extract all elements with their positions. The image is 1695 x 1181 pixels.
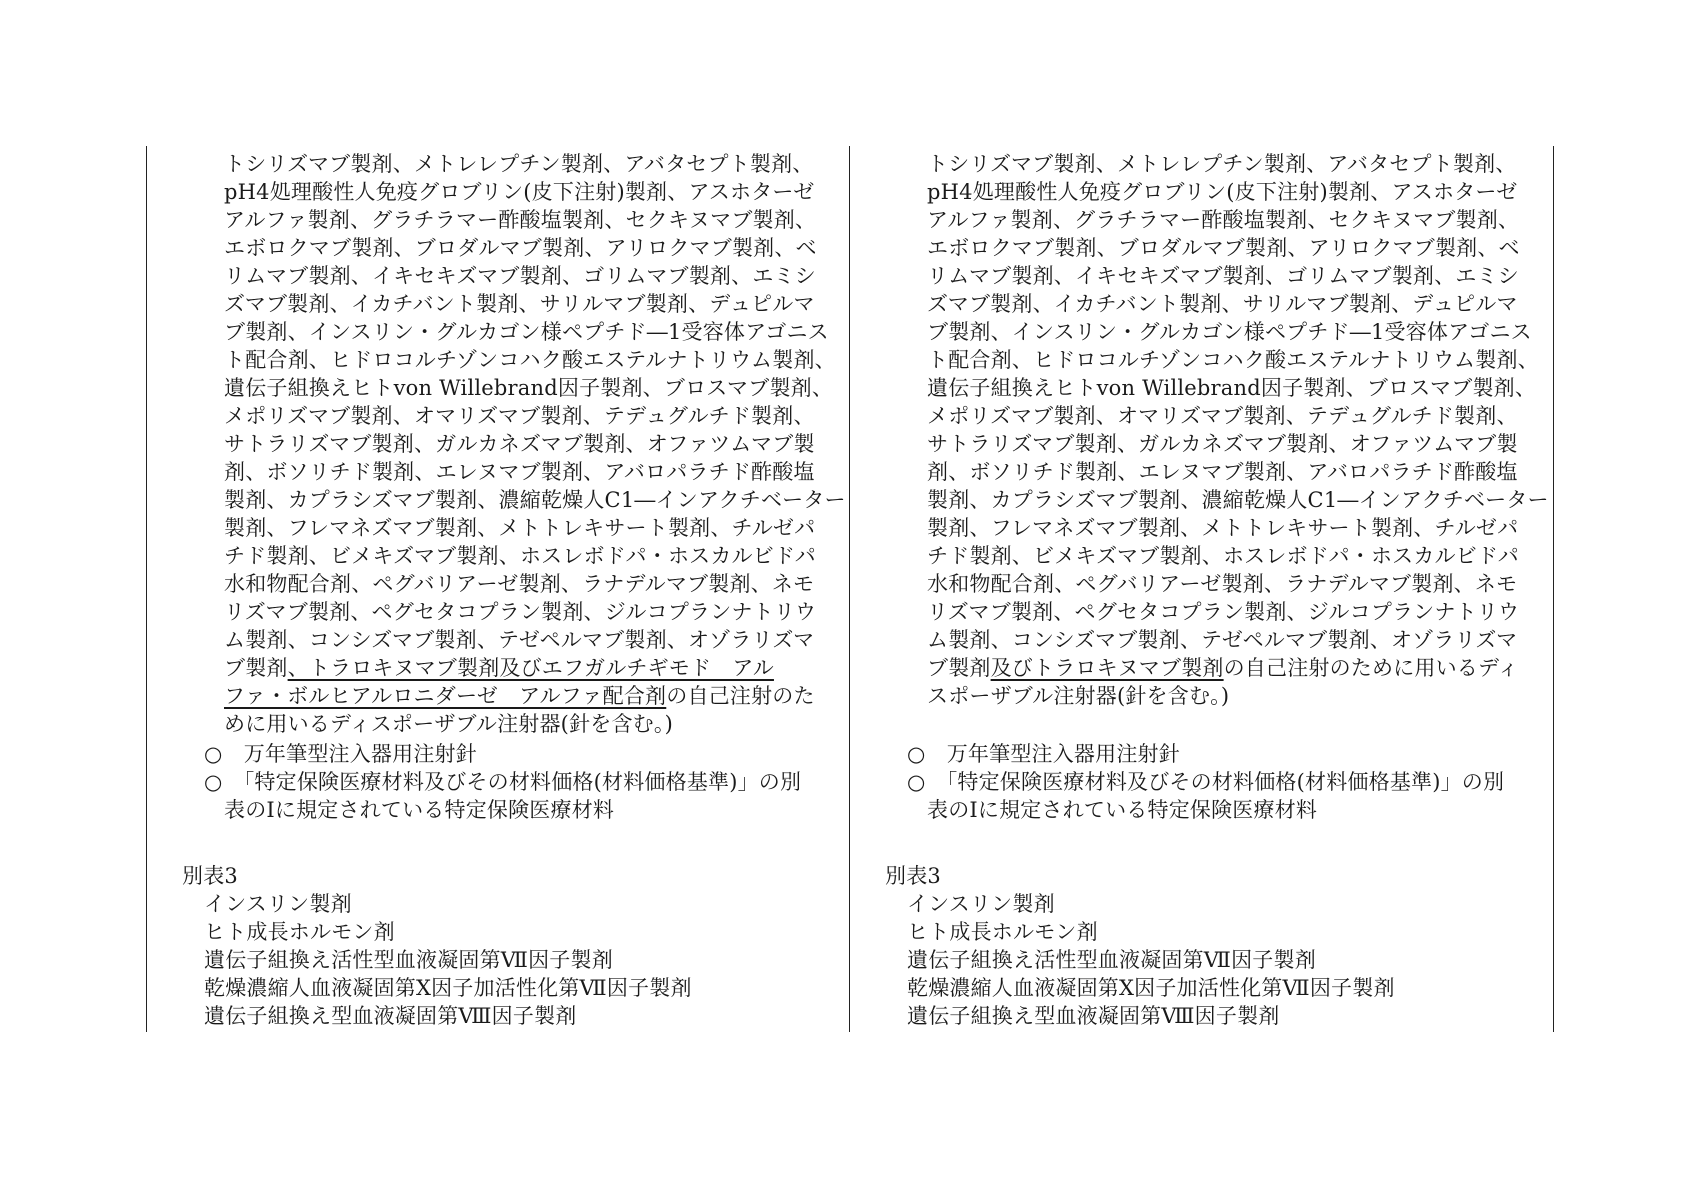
table-item: 遺伝子組換え型血液凝固第Ⅷ因子製剤: [907, 1004, 1280, 1028]
left-border-line: [146, 146, 147, 1032]
list-item-materials: ○ 「特定保険医療材料及びその材料価格(材料価格基準)」の別: [907, 770, 1505, 794]
body-line: 製剤、フレマネズマブ製剤、メトトレキサート製剤、チルゼパ: [224, 516, 816, 540]
body-line: トシリズマブ製剤、メトレレプチン製剤、アバタセプト製剤、: [927, 152, 1517, 176]
body-line: ト配合剤、ヒドロコルチゾンコハク酸エステルナトリウム製剤、: [224, 348, 836, 372]
body-line: チド製剤、ビメキズマブ製剤、ホスレボドパ・ホスカルビドパ: [224, 544, 816, 568]
body-line: トシリズマブ製剤、メトレレプチン製剤、アバタセプト製剤、: [224, 152, 814, 176]
list-item-needle: ○ 万年筆型注入器用注射針: [204, 742, 477, 766]
body-line: ト配合剤、ヒドロコルチゾンコハク酸エステルナトリウム製剤、: [927, 348, 1539, 372]
body-line: 水和物配合剤、ペグバリアーゼ製剤、ラナデルマブ製剤、ネモ: [224, 572, 815, 596]
body-line: 遺伝子組換えヒトvon Willebrand因子製剤、ブロスマブ製剤、: [224, 376, 834, 400]
underlined-amendment: 、トラロキヌマブ製剤及びエフガルチギモド アル: [287, 656, 774, 680]
body-line: エボロクマブ製剤、ブロダルマブ製剤、アリロクマブ製剤、ベ: [927, 236, 1520, 260]
table-heading: 別表3: [182, 864, 238, 888]
body-line: 剤、ボソリチド製剤、エレヌマブ製剤、アバロパラチド酢酸塩: [224, 460, 815, 484]
body-line: リズマブ製剤、ペグセタコプラン製剤、ジルコプランナトリウ: [224, 600, 817, 624]
body-line: アルファ製剤、グラチラマー酢酸塩製剤、セクキヌマブ製剤、: [927, 208, 1520, 232]
list-item-materials-cont: 表のⅠに規定されている特定保険医療材料: [224, 798, 615, 822]
body-line: ム製剤、コンシズマブ製剤、テゼペルマブ製剤、オゾラリズマ: [927, 628, 1518, 652]
body-line: リズマブ製剤、ペグセタコプラン製剤、ジルコプランナトリウ: [927, 600, 1520, 624]
body-line-amended: [224, 682, 815, 710]
body-line-amended: [927, 654, 1519, 682]
body-line: アルファ製剤、グラチラマー酢酸塩製剤、セクキヌマブ製剤、: [224, 208, 817, 232]
body-line: 製剤、フレマネズマブ製剤、メトトレキサート製剤、チルゼパ: [927, 516, 1519, 540]
body-line: ム製剤、コンシズマブ製剤、テゼペルマブ製剤、オゾラリズマ: [224, 628, 815, 652]
body-line: サトラリズマブ製剤、ガルカネズマブ製剤、オファツムマブ製: [927, 432, 1518, 456]
body-line: pH4処理酸性人免疫グロブリン(皮下注射)製剤、アスホターゼ: [224, 180, 815, 204]
body-line: リムマブ製剤、イキセキズマブ製剤、ゴリムマブ製剤、エミシ: [224, 264, 816, 288]
body-line: サトラリズマブ製剤、ガルカネズマブ製剤、オファツムマブ製: [224, 432, 815, 456]
table-item: ヒト成長ホルモン剤: [204, 920, 395, 944]
body-line: ズマブ製剤、イカチバント製剤、サリルマブ製剤、デュピルマ: [927, 292, 1518, 316]
body-line: エボロクマブ製剤、ブロダルマブ製剤、アリロクマブ製剤、ベ: [224, 236, 817, 260]
table-item: ヒト成長ホルモン剤: [907, 920, 1098, 944]
body-line: 製剤、カプラシズマブ製剤、濃縮乾燥人C1―インアクチベーター: [927, 488, 1549, 512]
body-line: スポーザブル注射器(針を含む。): [927, 684, 1230, 708]
list-item-needle: ○ 万年筆型注入器用注射針: [907, 742, 1180, 766]
list-item-materials: ○ 「特定保険医療材料及びその材料価格(材料価格基準)」の別: [204, 770, 802, 794]
body-line: めに用いるディスポーザブル注射器(針を含む。): [224, 712, 673, 736]
body-line: ブ製剤、インスリン・グルカゴン様ペプチド―1受容体アゴニス: [224, 320, 829, 344]
table-item: 乾燥濃縮人血液凝固第Ⅹ因子加活性化第Ⅶ因子製剤: [204, 976, 692, 1000]
plain-text: の自己注射のために用いるディ: [1223, 656, 1519, 680]
body-line: 剤、ボソリチド製剤、エレヌマブ製剤、アバロパラチド酢酸塩: [927, 460, 1518, 484]
body-line: 水和物配合剤、ペグバリアーゼ製剤、ラナデルマブ製剤、ネモ: [927, 572, 1518, 596]
list-item-materials-cont: 表のⅠに規定されている特定保険医療材料: [927, 798, 1318, 822]
body-line: メポリズマブ製剤、オマリズマブ製剤、テデュグルチド製剤、: [224, 404, 815, 428]
plain-text: ブ製剤: [927, 656, 991, 680]
body-line: 製剤、カプラシズマブ製剤、濃縮乾燥人C1―インアクチベーター: [224, 488, 846, 512]
underlined-amendment: ファ・ボルヒアルロニダーゼ アルファ配合剤: [224, 684, 667, 708]
underlined-amendment: 及びトラロキヌマブ製剤: [990, 656, 1224, 680]
body-line: ズマブ製剤、イカチバント製剤、サリルマブ製剤、デュピルマ: [224, 292, 815, 316]
table-item: 遺伝子組換え活性型血液凝固第Ⅶ因子製剤: [907, 948, 1316, 972]
table-heading: 別表3: [885, 864, 941, 888]
body-line: リムマブ製剤、イキセキズマブ製剤、ゴリムマブ製剤、エミシ: [927, 264, 1519, 288]
body-line: メポリズマブ製剤、オマリズマブ製剤、テデュグルチド製剤、: [927, 404, 1518, 428]
plain-text: ブ製剤: [224, 656, 288, 680]
body-line: チド製剤、ビメキズマブ製剤、ホスレボドパ・ホスカルビドパ: [927, 544, 1519, 568]
table-item: インスリン製剤: [204, 892, 352, 916]
body-line: ブ製剤、インスリン・グルカゴン様ペプチド―1受容体アゴニス: [927, 320, 1532, 344]
body-line: 遺伝子組換えヒトvon Willebrand因子製剤、ブロスマブ製剤、: [927, 376, 1537, 400]
right-border-line: [1553, 146, 1554, 1032]
table-item: インスリン製剤: [907, 892, 1055, 916]
body-line: pH4処理酸性人免疫グロブリン(皮下注射)製剤、アスホターゼ: [927, 180, 1518, 204]
center-divider-line: [849, 146, 850, 1032]
table-item: 遺伝子組換え型血液凝固第Ⅷ因子製剤: [204, 1004, 577, 1028]
plain-text: の自己注射のた: [666, 684, 815, 708]
table-item: 遺伝子組換え活性型血液凝固第Ⅶ因子製剤: [204, 948, 613, 972]
body-line-amended: [224, 654, 774, 682]
table-item: 乾燥濃縮人血液凝固第Ⅹ因子加活性化第Ⅶ因子製剤: [907, 976, 1395, 1000]
